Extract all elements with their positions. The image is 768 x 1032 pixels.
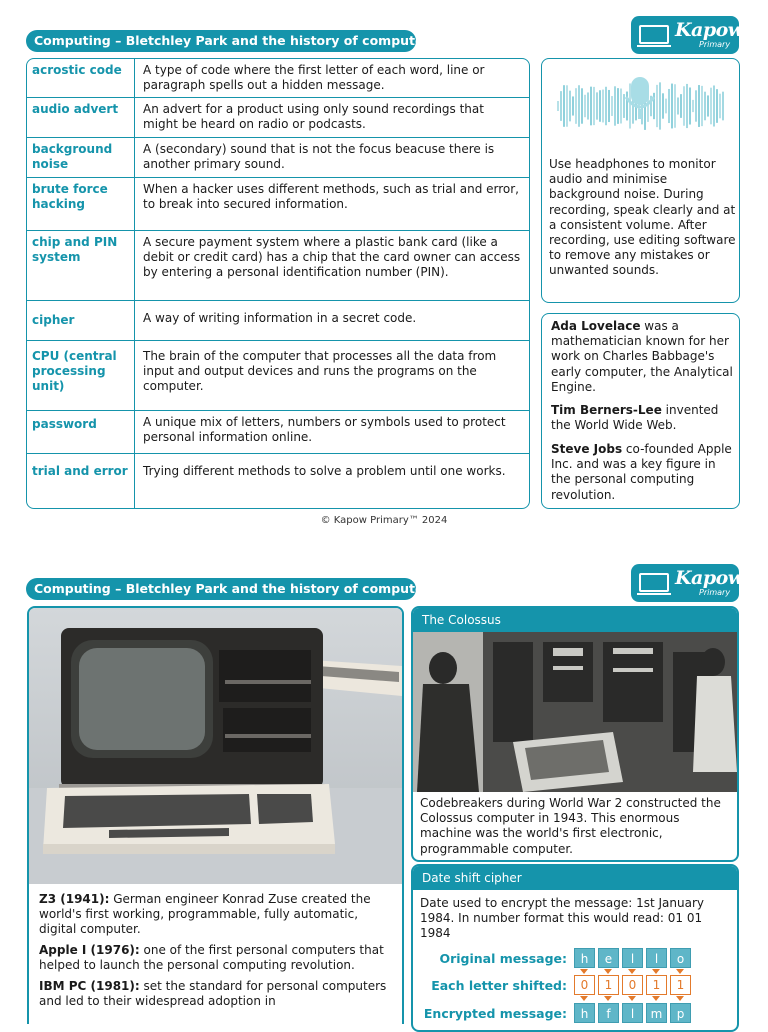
person-ada — [551, 319, 735, 395]
glossary-table — [26, 58, 530, 509]
computer-facts — [39, 892, 391, 1015]
table-row — [27, 341, 529, 411]
person-text: was a mathematician known for her work on Charles Babbage's early computer, the Analytical Engine. — [551, 319, 733, 394]
person-text: invented the World Wide Web. — [551, 403, 719, 433]
glossary-definition: A way of writing information in a secret code. — [143, 311, 417, 325]
fact-z3 — [39, 892, 391, 937]
fact-text: one of the first personal computers that helped to launch the personal computing revolution. — [39, 943, 384, 972]
encrypted-letter-cell: f — [598, 1003, 619, 1023]
people-box — [541, 313, 740, 509]
table-row — [27, 231, 529, 301]
encrypted-message-cells — [574, 1003, 691, 1023]
fact-heading: Z3 (1941): — [39, 892, 110, 906]
glossary-term: CPU (central processing unit) — [27, 341, 135, 410]
glossary-definition: When a hacker uses different methods, such as trial and error, to break into secured information. — [143, 182, 519, 211]
vintage-computer-photo — [29, 608, 402, 884]
original-letter-cell: h — [574, 948, 595, 968]
table-row — [27, 138, 529, 178]
encrypted-letter-cell: p — [670, 1003, 691, 1023]
person-name: Steve Jobs — [551, 442, 623, 456]
down-arrow-icon — [604, 969, 612, 974]
kapow-logo — [631, 564, 744, 602]
down-arrow-icon — [628, 996, 636, 1001]
table-row — [27, 98, 529, 138]
computer-history-panel — [27, 606, 404, 1024]
copyright-footer: © Kapow Primary™ 2024 — [320, 515, 448, 526]
encrypted-message-label: Encrypted message: — [423, 1006, 567, 1021]
fact-ibm — [39, 979, 391, 1009]
audio-tip-box — [541, 58, 740, 303]
glossary-term: background noise — [27, 138, 135, 177]
original-message-cells — [574, 948, 691, 968]
person-tim — [551, 403, 735, 433]
glossary-term: trial and error — [27, 454, 135, 509]
shift-value-cell: 1 — [598, 975, 619, 995]
colossus-caption: Codebreakers during World War 2 constructed the Colossus computer in 1943. This enormous machine was the world's first electronic, programmable computer. — [420, 796, 721, 856]
shift-cells — [574, 975, 691, 995]
original-letter-cell: e — [598, 948, 619, 968]
down-arrow-icon — [628, 969, 636, 974]
shift-label: Each letter shifted: — [431, 978, 567, 993]
person-name: Tim Berners-Lee — [551, 403, 662, 417]
original-message-label: Original message: — [439, 951, 567, 966]
glossary-term: acrostic code — [27, 59, 135, 97]
shift-value-cell: 0 — [622, 975, 643, 995]
table-row — [27, 178, 529, 231]
glossary-definition: A type of code where the first letter of each word, line or paragraph spells out a hidden message. — [143, 63, 485, 92]
person-text: co-founded Apple Inc. and was a key figure in the personal computing revolution. — [551, 442, 732, 502]
glossary-term: brute force hacking — [27, 178, 135, 230]
soundwave-microphone-icon — [557, 67, 725, 145]
down-arrow-icon — [652, 969, 660, 974]
original-letter-cell: l — [646, 948, 667, 968]
glossary-definition: Trying different methods to solve a problem until one works. — [143, 464, 506, 478]
glossary-definition: An advert for a product using only sound recordings that might be heard on radio or podcasts. — [143, 102, 484, 131]
glossary-term: cipher — [27, 301, 135, 340]
logo-name: Kapow — [675, 567, 744, 589]
colossus-photo — [413, 632, 737, 792]
glossary-definition: The brain of the computer that processes all the data from input and output devices and runs the programs on the computer. — [143, 349, 497, 393]
original-letter-cell: l — [622, 948, 643, 968]
page-title-text: Computing – Bletchley Park and the history of computers — [34, 581, 438, 596]
encrypted-letter-cell: m — [646, 1003, 667, 1023]
down-arrow-icon — [676, 996, 684, 1001]
logo-sub: Primary — [699, 40, 731, 49]
table-row — [27, 301, 529, 341]
page-title — [26, 30, 438, 52]
encrypted-letter-cell: h — [574, 1003, 595, 1023]
glossary-definition: A secure payment system where a plastic bank card (like a debit or credit card) has a chip that the card owner can access by entering a personal identification number (PIN). — [143, 235, 521, 279]
colossus-heading: The Colossus — [413, 608, 737, 632]
table-row — [27, 59, 529, 98]
fact-heading: IBM PC (1981): — [39, 979, 140, 993]
encrypted-letter-cell: l — [622, 1003, 643, 1023]
down-arrow-icon — [580, 969, 588, 974]
down-arrow-icon — [676, 969, 684, 974]
computer-icon — [639, 573, 669, 592]
shift-value-cell: 1 — [646, 975, 667, 995]
shift-value-cell: 1 — [670, 975, 691, 995]
cipher-intro: Date used to encrypt the message: 1st January 1984. In number format this would read: 01 01 1984 — [420, 896, 704, 941]
original-letter-cell: o — [670, 948, 691, 968]
glossary-definition: A unique mix of letters, numbers or symbols used to protect personal information online. — [143, 415, 506, 444]
fact-text: set the standard for personal computers and led to their widespread adoption in — [39, 979, 387, 1008]
page-title — [26, 578, 438, 600]
person-name: Ada Lovelace — [551, 319, 641, 333]
down-arrow-icon — [652, 996, 660, 1001]
down-arrow-icon — [580, 996, 588, 1001]
computer-icon — [639, 25, 669, 44]
table-row — [27, 454, 529, 509]
glossary-term: password — [27, 411, 135, 453]
kapow-logo — [631, 16, 744, 54]
glossary-term: audio advert — [27, 98, 135, 137]
glossary-definition: A (secondary) sound that is not the focus beacuse there is another primary sound. — [143, 142, 495, 171]
shift-value-cell: 0 — [574, 975, 595, 995]
logo-name: Kapow — [675, 19, 744, 41]
fact-heading: Apple I (1976): — [39, 943, 140, 957]
down-arrow-icon — [604, 996, 612, 1001]
person-steve — [551, 442, 735, 503]
colossus-box — [411, 606, 739, 862]
table-row — [27, 411, 529, 454]
glossary-term: chip and PIN system — [27, 231, 135, 300]
logo-sub: Primary — [699, 588, 731, 597]
cipher-heading: Date shift cipher — [413, 866, 737, 890]
page-title-text: Computing – Bletchley Park and the history of computers — [34, 33, 438, 48]
fact-apple — [39, 943, 391, 973]
audio-tip-text: Use headphones to monitor audio and minimise background noise. During recording, speak clearly and at a consistent volume. After recording, use editing software to remove any mistakes or unwanted sounds. — [549, 157, 736, 278]
fact-text: German engineer Konrad Zuse created the world's first working, programmable, fully automatic, digital computer. — [39, 892, 371, 936]
